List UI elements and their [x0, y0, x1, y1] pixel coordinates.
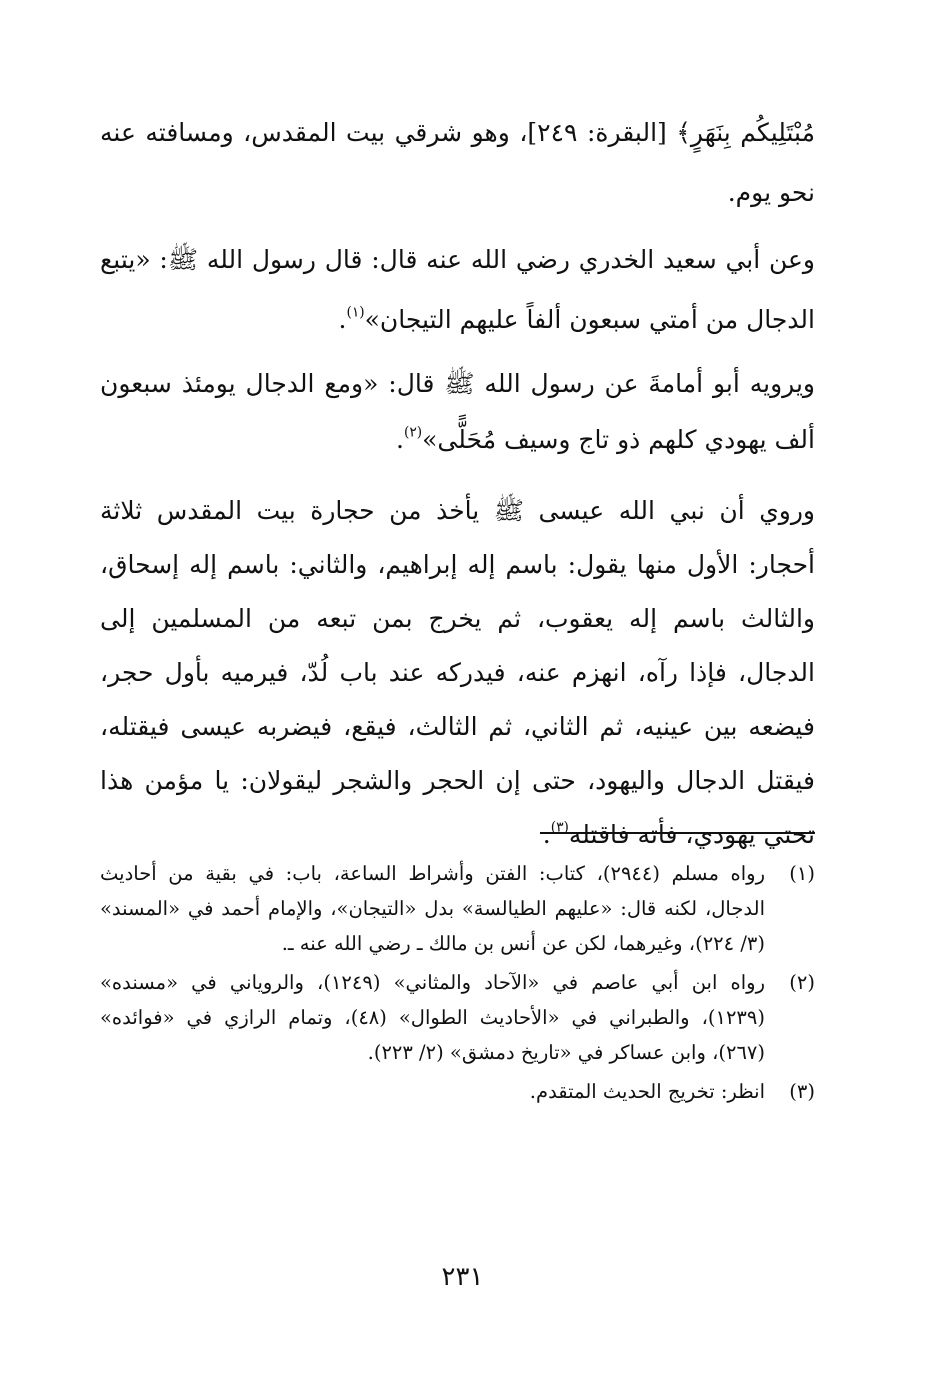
- paragraph-hadith-abu-said: وعن أبي سعيد الخدري رضي الله عنه قال: قال رسول الله ﷺ: «يتبع الدجال من أمتي سبعون ألفاً عليهم التيجان»$^{(١)}$.: [100, 245, 815, 334]
- paragraph-hadith-abu-umama: ويرويه أبو أمامةَ عن رسول الله ﷺ قال: «ومع الدجال يومئذ سبعون ألف يهودي كلهم ذو تاج وسيف مُحَلًّى»$^{(٢)}$.: [100, 369, 815, 454]
- footnote-3: [100, 1074, 815, 1109]
- paragraph-text: مُبْتَلِيكُم بِنَهَرٍ﴾ [البقرة: ٢٤٩]، وهو شرقي بيت المقدس، ومسافته عنه نحو يوم.: [100, 118, 815, 207]
- paragraph-isa-stones: وروي أن نبي الله عيسى ﷺ يأخذ من حجارة بيت المقدس ثلاثة أحجار: الأول منها يقول: باسم إله إبراهيم، والثاني: باسم إله إسحاق، والثالث باسم إله يعقوب، ثم يخرج بمن تبعه من المسلمين إلى الدجال، فإذا رآه، انهزم عنه، فيدركه عند باب لُدّ، فيرميه بأول حجر، فيضعه بين عينيه، ثم الثاني، ثم الثالث، فيقع، فيضربه عيسى فيقتله، فيقتل الدجال واليهود، حتى إن الحجر والشجر ليقولان: يا مؤمن هذا تحتي يهودي، فأته فاقتله$^{(٣)}$.: [100, 496, 815, 849]
- footnote-text: رواه مسلم (٢٩٤٤)، كتاب: الفتن وأشراط الساعة، باب: في بقية من أحاديث الدجال، لكنه قال: «عليهم الطيالسة» بدل «التيجان»، والإمام أحمد في «المسند» (٣/ ٢٢٤)، وغيرهما، لكن عن أنس بن مالك ـ رضي الله عنه ـ.: [100, 862, 765, 955]
- footnotes-section: [100, 856, 815, 1113]
- paragraph-text: ويرويه أبو أمامةَ عن رسول الله ﷺ قال: «ومع الدجال يومئذ سبعون ألف يهودي كلهم ذو تاج وسيف مُحَلًّى»: [100, 369, 815, 454]
- footnote-ref-1[interactable]: (١): [346, 304, 365, 321]
- paragraph-text: وعن أبي سعيد الخدري رضي الله عنه قال: قال رسول الله ﷺ: «يتبع الدجال من أمتي سبعون ألفاً عليهم التيجان»: [100, 245, 815, 334]
- paragraph-text: وروي أن نبي الله عيسى ﷺ يأخذ من حجارة بيت المقدس ثلاثة أحجار: الأول منها يقول: باسم إله إبراهيم، والثاني: باسم إله إسحاق، والثالث باسم إله يعقوب، ثم يخرج بمن تبعه من المسلمين إلى الدجال، فإذا رآه، انهزم عنه، فيدركه عند باب لُدّ، فيرميه بأول حجر، فيضعه بين عينيه، ثم الثاني، ثم الثالث، فيقع، فيضربه عيسى فيقتله، فيقتل الدجال واليهود، حتى إن الحجر والشجر ليقولان: يا مؤمن هذا تحتي يهودي، فأته فاقتله: [100, 496, 815, 849]
- footnote-text: رواه ابن أبي عاصم في «الآحاد والمثاني» (١٢٤٩)، والروياني في «مسنده» (١٢٣٩)، والطبراني في «الأحاديث الطوال» (٤٨)، وتمام الرازي في «فوائده» (٢٦٧)، وابن عساكر في «تاريخ دمشق» (٢/ ٢٢٣).: [100, 971, 765, 1064]
- footnote-number: (٣): [789, 1080, 815, 1103]
- footnote-ref-2[interactable]: (٢): [404, 424, 423, 441]
- footnote-2: [100, 965, 815, 1070]
- footnote-separator: [540, 832, 815, 834]
- page-number: ٢٣١: [441, 1262, 484, 1292]
- footnote-ref-3[interactable]: (٣): [550, 819, 569, 836]
- paragraph-continuation: [100, 103, 815, 223]
- footnote-1: [100, 856, 815, 961]
- footnote-number: (٢): [789, 971, 815, 994]
- footnote-text: انظر: تخريج الحديث المتقدم.: [529, 1080, 765, 1103]
- footnote-number: (١): [789, 862, 815, 885]
